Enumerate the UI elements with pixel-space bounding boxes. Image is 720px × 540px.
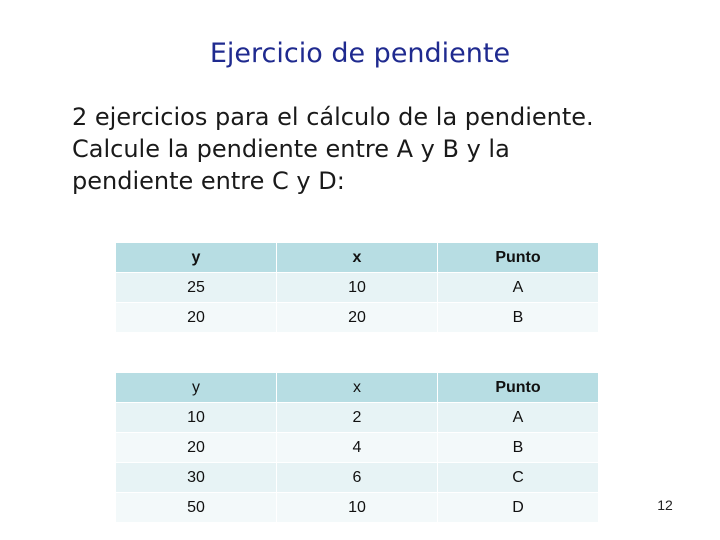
cell-x: 6 <box>277 463 438 493</box>
slide-title: Ejercicio de pendiente <box>209 38 511 69</box>
table-row <box>116 463 599 493</box>
table-row <box>116 303 599 333</box>
header-y: y <box>116 373 277 403</box>
instruction-text <box>72 101 672 197</box>
table-row <box>116 273 599 303</box>
header-y: y <box>116 243 277 273</box>
cell-punto: B <box>438 433 599 463</box>
header-punto: Punto <box>438 243 599 273</box>
cell-punto: B <box>438 303 599 333</box>
instruction-line-3: pendiente entre C y D: <box>72 167 345 195</box>
table-header-row <box>116 373 599 403</box>
cell-x: 20 <box>277 303 438 333</box>
cell-punto: C <box>438 463 599 493</box>
table-header-row <box>116 243 599 273</box>
table-row <box>116 433 599 463</box>
cell-x: 4 <box>277 433 438 463</box>
cell-y: 30 <box>116 463 277 493</box>
cell-y: 25 <box>116 273 277 303</box>
cell-x: 10 <box>277 493 438 523</box>
header-x: x <box>277 373 438 403</box>
cell-punto: A <box>438 403 599 433</box>
cell-y: 10 <box>116 403 277 433</box>
table-row <box>116 493 599 523</box>
cell-punto: A <box>438 273 599 303</box>
instruction-line-1: 2 ejercicios para el cálculo de la pendiente. <box>72 103 594 131</box>
cell-x: 2 <box>277 403 438 433</box>
cell-x: 10 <box>277 273 438 303</box>
header-x: x <box>277 243 438 273</box>
cell-y: 50 <box>116 493 277 523</box>
table-row <box>116 403 599 433</box>
header-punto: Punto <box>438 373 599 403</box>
cell-punto: D <box>438 493 599 523</box>
page-number: 12 <box>657 497 673 513</box>
instruction-line-2: Calcule la pendiente entre A y B y la <box>72 135 510 163</box>
points-table-1 <box>115 242 599 333</box>
points-table-2 <box>115 372 599 523</box>
cell-y: 20 <box>116 303 277 333</box>
cell-y: 20 <box>116 433 277 463</box>
